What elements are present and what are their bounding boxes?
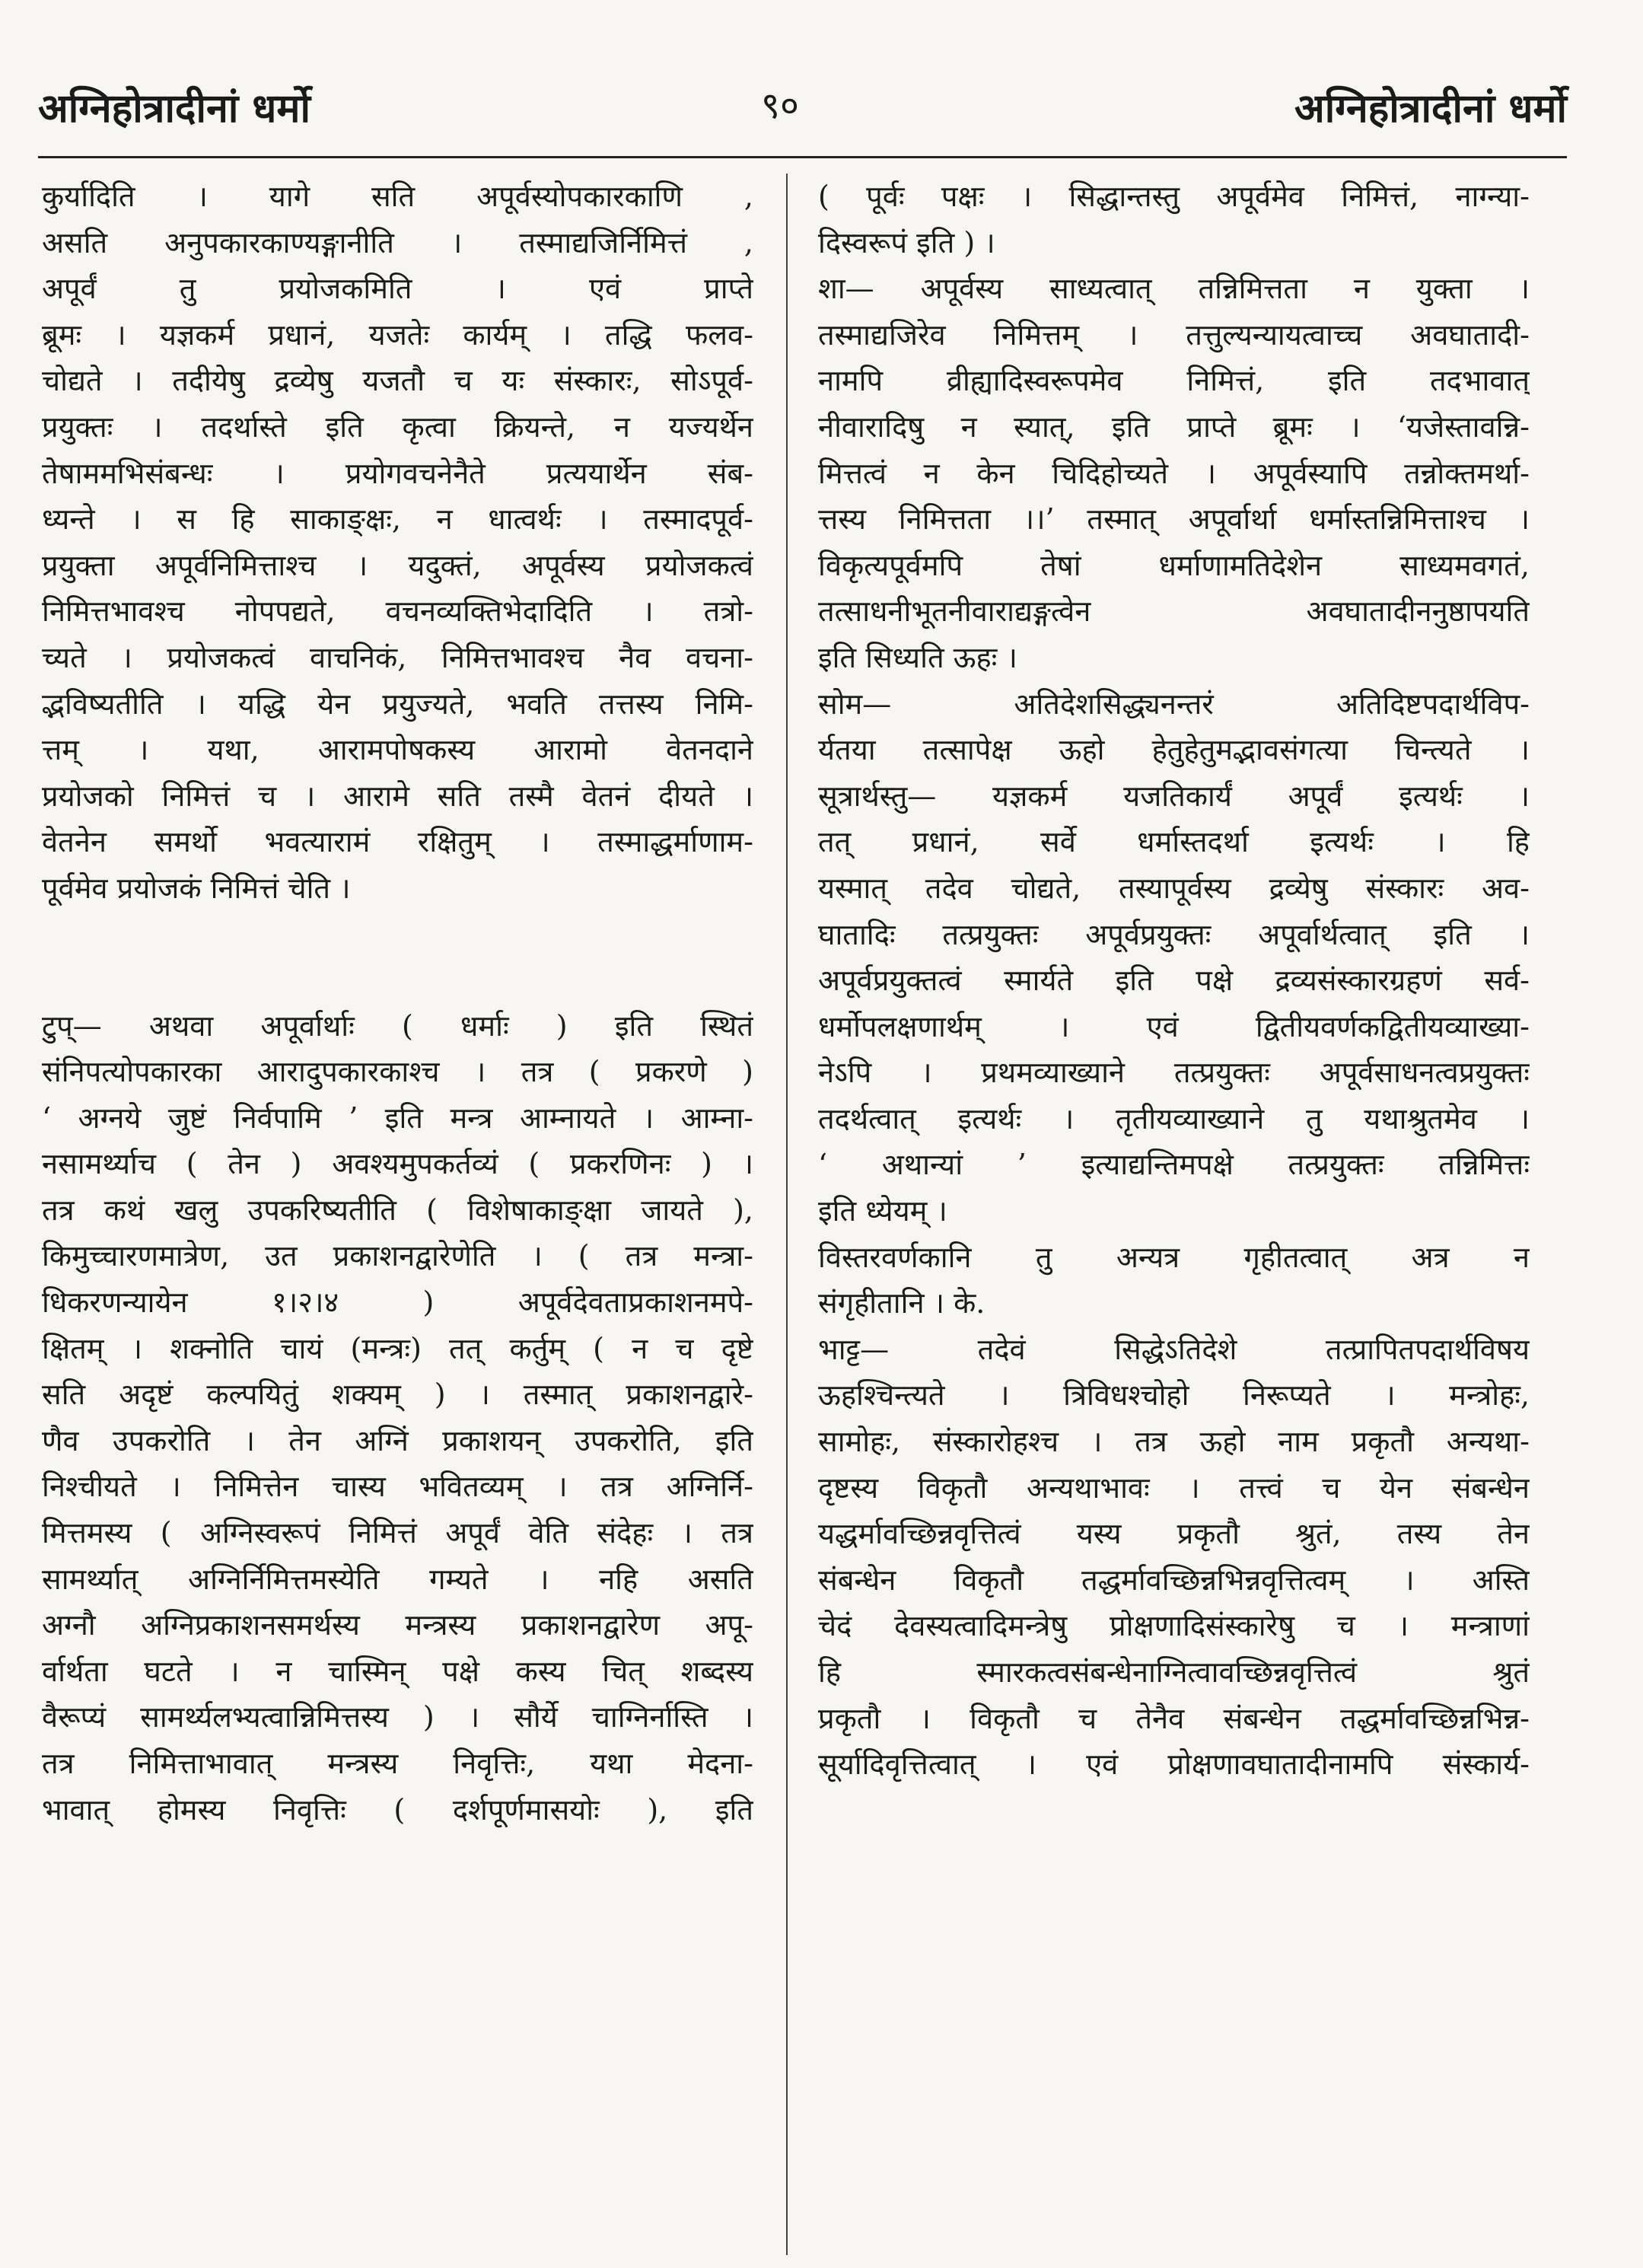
page-number: ९०: [761, 84, 799, 127]
text-line: तदर्थत्वात् इत्यर्थः । तृतीयव्याख्याने तु यथाश्रुतमेव ।: [818, 1101, 1530, 1136]
text-line: संनिपत्योपकारका आरादुपकारकाश्च । तत्र ( प्रकरणे ): [42, 1055, 753, 1089]
right-column: [818, 174, 1530, 1788]
text-line: अपूर्वप्रयुक्तत्वं स्मार्यते इति पक्षे द्रव्यसंस्कारग्रहणं सर्व-: [818, 964, 1530, 998]
text-line: भाट्ट— तदेवं सिद्धेऽतिदेशे तत्प्रापितपदार्थविषय: [818, 1332, 1530, 1366]
text-line: विकृत्यपूर्वमपि तेषां धर्माणामतिदेशेन साध्यमवगतं,: [818, 548, 1530, 582]
text-line: मित्तत्वं न केन चिदिहोच्यते । अपूर्वस्यापि तन्नोक्तमर्था-: [818, 456, 1530, 490]
text-line: सामर्थ्यात् अग्निर्निमित्तमस्येति गम्यते । नहि असति: [42, 1562, 753, 1596]
text-line: कुर्यादिति । यागे सति अपूर्वस्योपकारकाणि ,: [42, 180, 753, 213]
text-line: तत् प्रधानं, सर्वे धर्मास्तदर्था इत्यर्थः । हि: [818, 825, 1530, 859]
text-line: ब्रूमः । यज्ञकर्म प्रधानं, यजतेः कार्यम् । तद्धि फलव-: [42, 317, 753, 352]
text-line: तस्माद्यजिरेव निमित्तम् । तत्तुल्यन्यायत्वाच्च अवघातादी-: [818, 317, 1530, 352]
text-line: सूत्रार्थस्तु— यज्ञकर्म यजतिकार्यं अपूर्वं इत्यर्थः ।: [818, 779, 1530, 813]
text-line: वेतनेन समर्थो भवत्यारामं रक्षितुम् । तस्माद्धर्माणाम-: [42, 825, 753, 859]
text-line: चोद्यते । तदीयेषु द्रव्येषु यजतौ च यः संस्कारः, सोऽपूर्व-: [42, 364, 753, 398]
text-line: सामोहः, संस्कारोहश्च । तत्र ऊहो नाम प्रकृतौ अन्यथा-: [818, 1425, 1530, 1459]
text-line: दृष्टस्य विकृतौ अन्यथाभावः । तत्त्वं च येन संबन्धेन: [818, 1470, 1530, 1505]
text-line: यस्मात् तदेव चोद्यते, तस्यापूर्वस्य द्रव्येषु संस्कारः अव-: [818, 871, 1530, 905]
text-line: द्भविष्यतीति । यद्धि येन प्रयुज्यते, भवति तत्तस्य निमि-: [42, 686, 753, 721]
text-line: टुप्— अथवा अपूर्वार्थाः ( धर्माः ) इति स्थितं: [42, 1008, 753, 1043]
text-line: सोम— अतिदेशसिद्ध्यनन्तरं अतिदिष्टपदार्थविप-: [818, 686, 1530, 721]
text-line: ( पूर्वः पक्षः । सिद्धान्तस्तु अपूर्वमेव निमित्तं, नाग्न्या-: [818, 180, 1530, 213]
text-line: संबन्धेन विकृतौ तद्धर्मावच्छिन्नभिन्नवृत्तित्वम् । अस्ति: [818, 1562, 1530, 1597]
text-line: धिकरणन्यायेन १।२।४ ) अपूर्वदेवताप्रकाशनमपे-: [42, 1285, 753, 1320]
text-line: तत्र कथं खलु उपकरिष्यतीति ( विशेषाकाङ्क्षा जायते ),: [42, 1193, 753, 1227]
text-line: ‘ अग्नये जुष्टं निर्वपामि ’ इति मन्त्र आम्नायते । आम्ना-: [42, 1101, 753, 1135]
text-line: सूर्यादिवृत्तित्वात् । एवं प्रोक्षणावघातादीनामपि संस्कार्य-: [818, 1747, 1530, 1782]
column-divider: [786, 174, 788, 2255]
text-line: च्यते । प्रयोजकत्वं वाचनिकं, निमित्तभावश्च नैव वचना-: [42, 640, 753, 674]
text-line: प्रयोजको निमित्तं च । आरामे सति तस्मै वेतनं दीयते ।: [42, 779, 753, 813]
text-line: भावात् होमस्य निवृत्तिः ( दर्शपूर्णमासयोः ), इति: [42, 1792, 753, 1827]
text-line: सति अदृष्टं कल्पयितुं शक्यम् ) । तस्मात् प्रकाशनद्वारे-: [42, 1378, 753, 1412]
text-line: इति ध्येयम् ।: [818, 1194, 947, 1228]
text-line: तेषाममभिसंबन्धः । प्रयोगवचनेनैते प्रत्ययार्थेन संब-: [42, 456, 753, 490]
header-rule: [38, 156, 1567, 158]
text-line: अपूर्वं तु प्रयोजकमिति । एवं प्राप्ते: [42, 272, 753, 306]
text-line: घातादिः तत्प्रयुक्तः अपूर्वप्रयुक्तः अपूर्वार्थत्वात् इति ।: [818, 917, 1530, 951]
text-line: त्तस्य निमित्तता ।।’ तस्मात् अपूर्वार्था धर्मास्तन्निमित्ताश्च ।: [818, 502, 1530, 537]
text-line: विस्तरवर्णकानि तु अन्यत्र गृहीतत्वात् अत्र न: [818, 1240, 1530, 1274]
running-title-right: अग्निहोत्रादीनां धर्मो: [1294, 85, 1567, 132]
text-line: नेऽपि । प्रथमव्याख्याने तत्प्रयुक्तः अपूर्वसाधनत्वप्रयुक्तः: [818, 1056, 1530, 1090]
text-line: ‘ अथान्यां ’ इत्याद्यन्तिमपक्षे तत्प्रयुक्तः तन्निमित्तः: [818, 1148, 1530, 1182]
text-line: संगृहीतानि । के.: [818, 1286, 985, 1320]
text-line: हि स्मारकत्वसंबन्धेनाग्नित्वावच्छिन्नवृत्तित्वं श्रुतं: [818, 1655, 1530, 1689]
text-line: पूर्वमेव प्रयोजकं निमित्तं चेति ।: [42, 871, 351, 905]
text-line: निश्चीयते । निमित्तेन चास्य भवितव्यम् । तत्र अग्निर्नि-: [42, 1470, 753, 1504]
text-line: त्तम् । यथा, आरामपोषकस्य आरामो वेतनदाने: [42, 733, 753, 767]
text-line: प्रयुक्ता अपूर्वनिमित्ताश्च । यदुक्तं, अपूर्वस्य प्रयोजकत्वं: [42, 548, 753, 582]
text-line: शा— अपूर्वस्य साध्यत्वात् तन्निमित्तता न युक्ता ।: [818, 272, 1530, 306]
text-line: मित्तमस्य ( अग्निस्वरूपं निमित्तं अपूर्वं वेति संदेहः । तत्र: [42, 1516, 753, 1550]
text-line: ऊहश्चिन्त्यते । त्रिविधश्चोहो निरूप्यते । मन्त्रोहः,: [818, 1378, 1530, 1413]
text-line: र्यतया तत्सापेक्ष ऊहो हेतुहेतुमद्भावसंगत्या चिन्त्यते ।: [818, 733, 1530, 767]
text-line: निमित्तभावश्च नोपपद्यते, वचनव्यक्तिभेदादिति । तत्रो-: [42, 594, 753, 629]
text-line: वैरूप्यं सामर्थ्यलभ्यत्वान्निमित्तस्य ) । सौर्ये चाग्निर्नास्ति ।: [42, 1700, 753, 1734]
text-line: अग्नौ अग्निप्रकाशनसमर्थस्य मन्त्रस्य प्रकाशनद्वारेण अपू-: [42, 1608, 753, 1642]
page-header: [38, 72, 1567, 156]
text-line: ध्यन्ते । स हि साकाङ्क्षः, न धात्वर्थः । तस्मादपूर्व-: [42, 502, 753, 537]
text-line: किमुच्चारणमात्रेण, उत प्रकाशनद्वारेणेति । ( तत्र मन्त्रा-: [42, 1239, 753, 1273]
text-line: धर्मोपलक्षणार्थम् । एवं द्वितीयवर्णकद्वितीयव्याख्या-: [818, 1009, 1530, 1043]
text-line: प्रयुक्तः । तदर्थास्ते इति कृत्वा क्रियन्ते, न यज्यर्थेन: [42, 409, 753, 444]
text-line: र्वार्थता घटते । न चास्मिन् पक्षे कस्य चित् शब्दस्य: [42, 1654, 753, 1688]
text-line: नसामर्थ्याच ( तेन ) अवश्यमुपकर्तव्यं ( प्रकरणिनः ) ।: [42, 1147, 753, 1181]
text-line: प्रकृतौ । विकृतौ च तेनैव संबन्धेन तद्धर्मावच्छिन्नभिन्न-: [818, 1701, 1530, 1735]
text-line: नीवारादिषु न स्यात्, इति प्राप्ते ब्रूमः । ‘यजेस्तावन्नि-: [818, 409, 1530, 444]
text-line: क्षितम् । शक्नोति चायं (मन्त्रः) तत् कर्तुम् ( न च दृष्टे: [42, 1331, 753, 1365]
text-line: तत्र निमित्ताभावात् मन्त्रस्य निवृत्तिः, यथा मेदना-: [42, 1747, 753, 1780]
left-column: [42, 174, 753, 1833]
text-line: नामपि व्रीह्यादिस्वरूपमेव निमित्तं, इति तदभावात्: [818, 364, 1530, 398]
text-line: दिस्वरूपं इति ) ।: [818, 225, 995, 260]
text-line: णैव उपकरोति । तेन अग्निं प्रकाशयन् उपकरोति, इति: [42, 1423, 753, 1457]
running-title-left: अग्निहोत्रादीनां धर्मो: [38, 85, 310, 132]
text-line: असति अनुपकारकाण्यङ्गानीति । तस्माद्यजिर्निमित्तं ,: [42, 225, 753, 260]
text-line: तत्साधनीभूतनीवाराद्यङ्गत्वेन अवघातादीननुष्ठापयति: [818, 594, 1530, 629]
text-line: चेदं देवस्यत्वादिमन्त्रेषु प्रोक्षणादिसंस्कारेषु च । मन्त्राणां: [818, 1609, 1530, 1643]
text-line: यद्धर्मावच्छिन्नवृत्तित्वं यस्य प्रकृतौ श्रुतं, तस्य तेन: [818, 1517, 1530, 1551]
text-line: इति सिध्यति ऊहः ।: [818, 640, 1017, 674]
